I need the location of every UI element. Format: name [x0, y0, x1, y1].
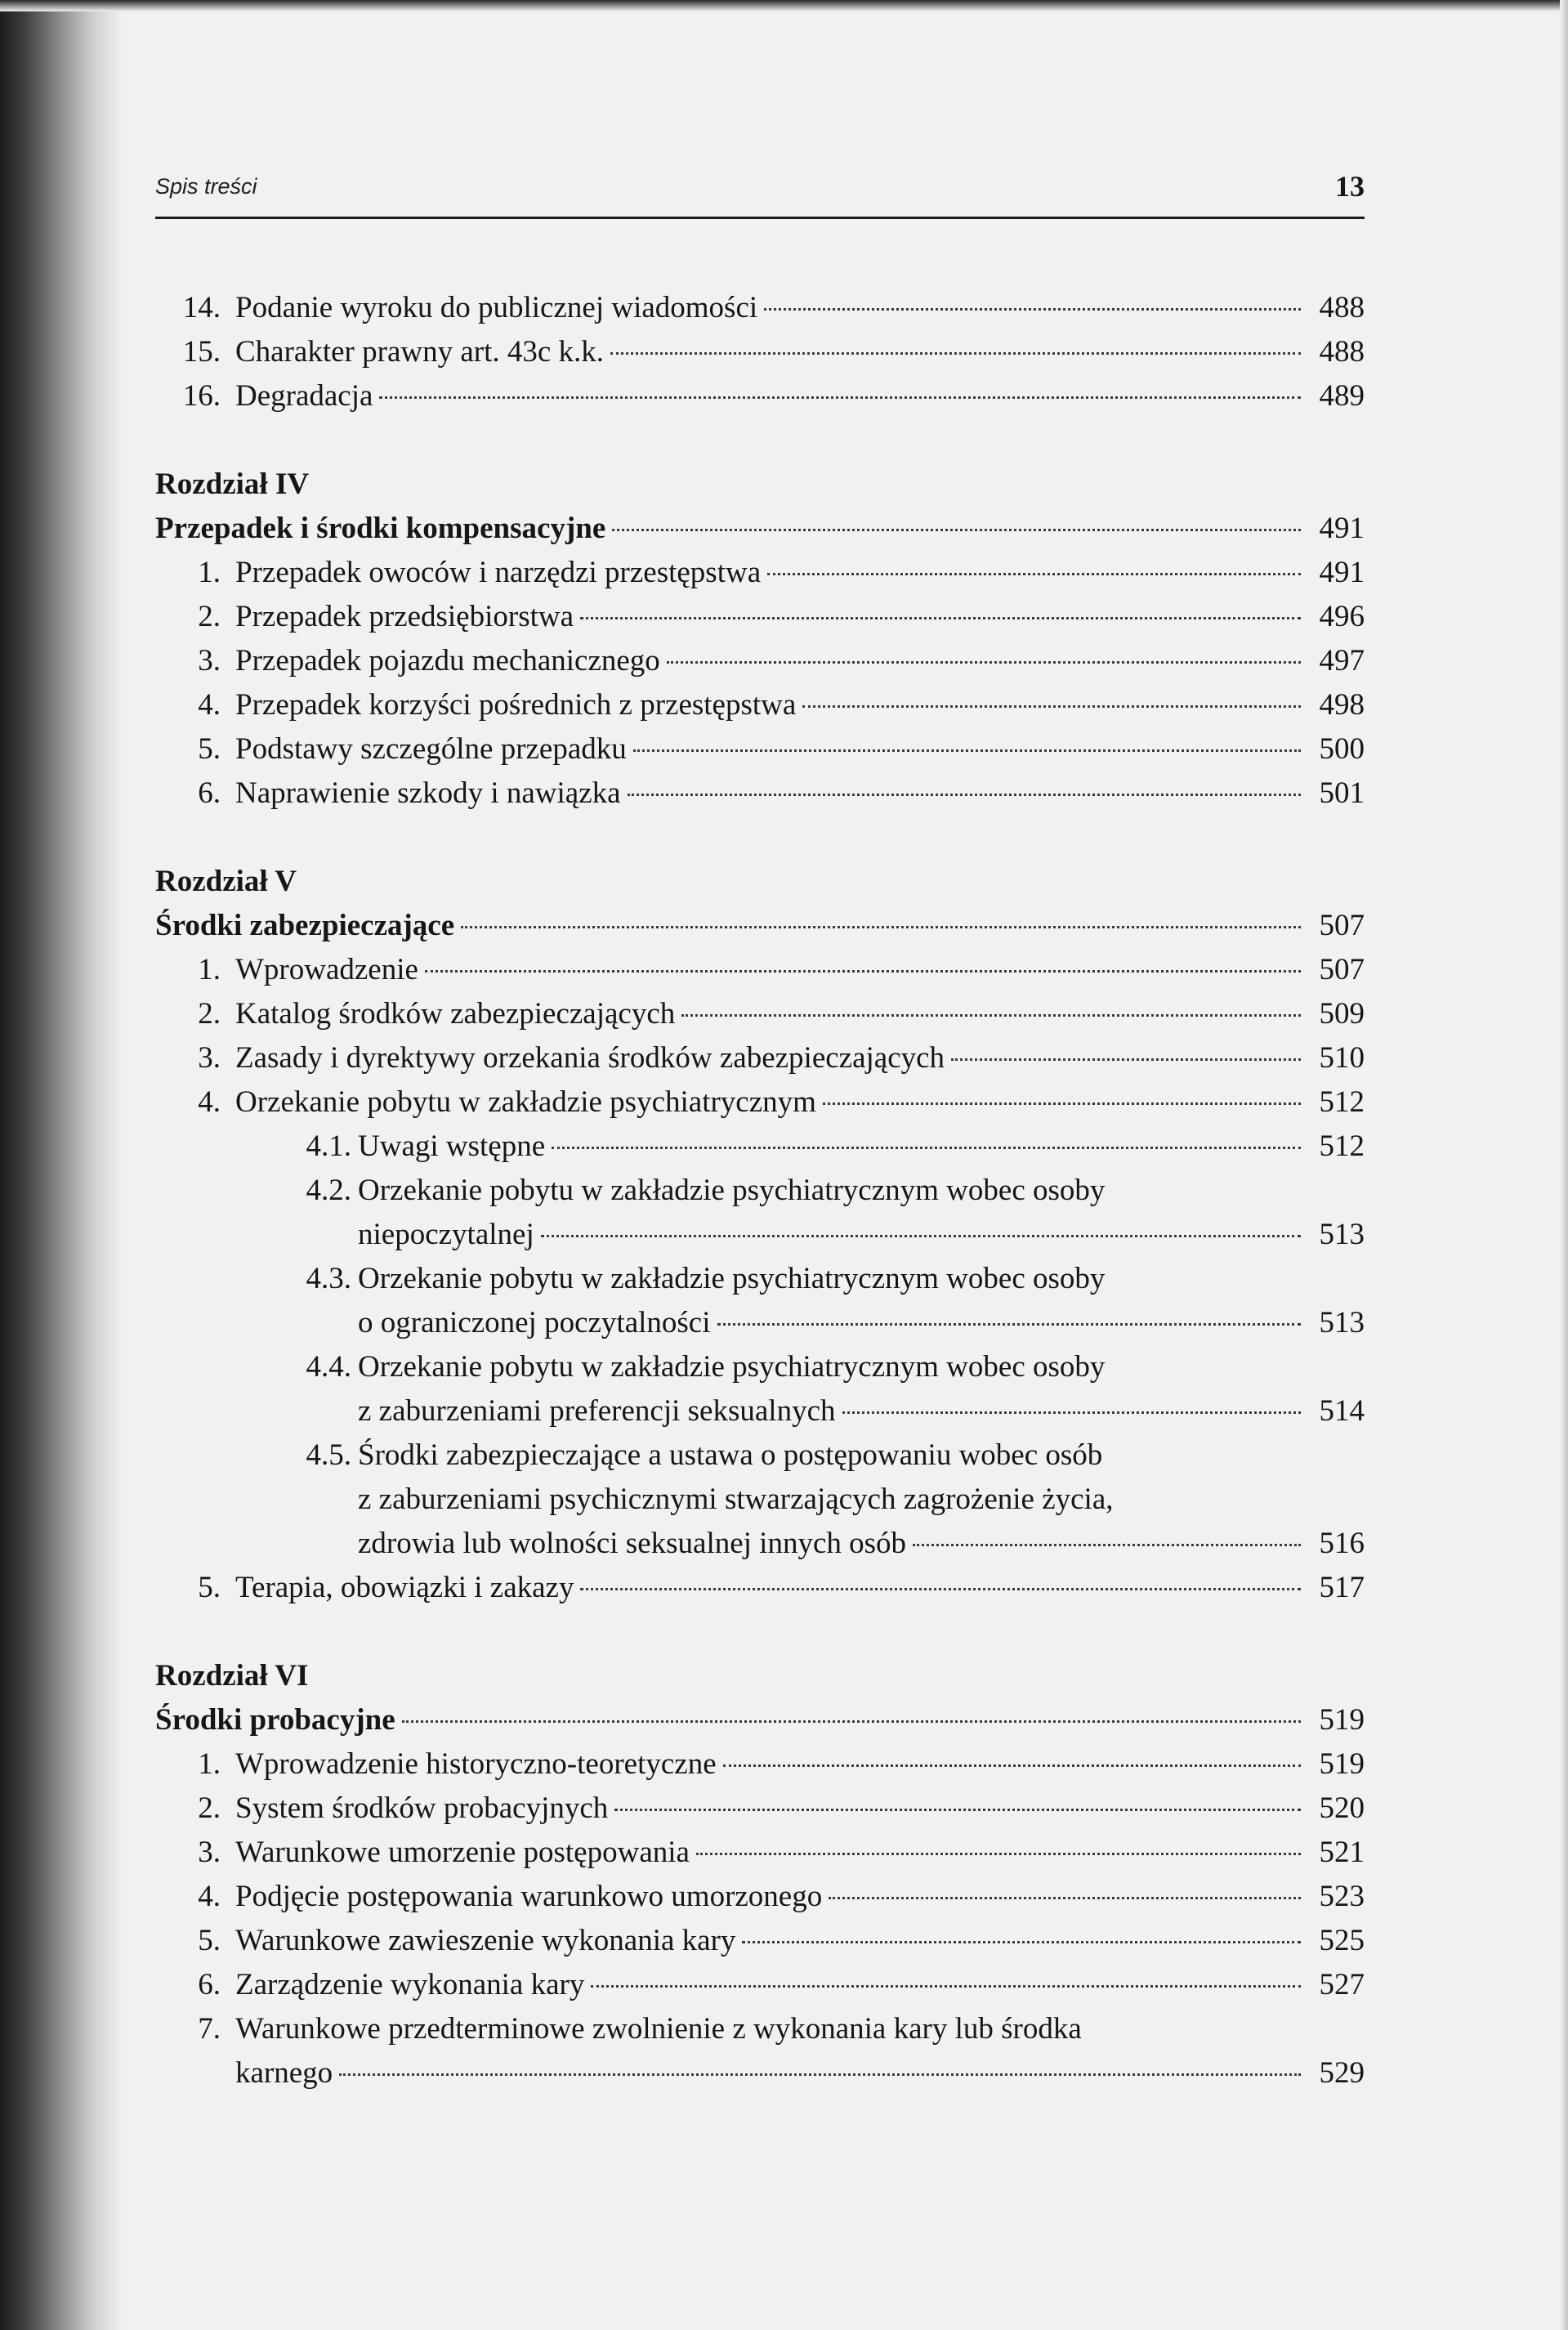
toc-entry	[155, 330, 1365, 374]
entry-title: Warunkowe umorzenie postępowania	[235, 1836, 690, 1869]
toc-entry-continuation	[155, 1478, 1365, 1522]
toc-entry-continuation	[155, 1389, 1365, 1433]
entry-number: 6.	[198, 776, 221, 810]
dot-leader	[764, 308, 1301, 311]
entry-number: 3.	[198, 1836, 221, 1869]
dot-leader	[742, 1941, 1301, 1943]
page-ref: 488	[1319, 291, 1365, 324]
toc-entry	[155, 992, 1365, 1036]
toc-entry	[155, 551, 1365, 595]
entry-title: o ograniczonej poczytalności	[358, 1306, 711, 1339]
toc-spacer	[155, 1610, 1365, 1654]
dot-leader	[402, 1720, 1301, 1723]
page-ref: 498	[1319, 688, 1365, 722]
page-ref: 519	[1319, 1747, 1365, 1781]
page-ref: 527	[1319, 1968, 1365, 2001]
toc-entry	[155, 1125, 1365, 1169]
entry-number: 4.5.	[306, 1438, 351, 1472]
page-ref: 509	[1319, 997, 1365, 1031]
section-title: Środki probacyjne	[155, 1703, 395, 1737]
table-of-contents	[155, 286, 1365, 2095]
entry-number: 1.	[198, 953, 221, 986]
chapter-label: Rozdział IV	[155, 467, 310, 501]
toc-entry	[155, 1345, 1365, 1389]
page-ref: 497	[1319, 644, 1365, 678]
entry-title: Podanie wyroku do publicznej wiadomości	[235, 291, 758, 324]
dot-leader	[667, 661, 1301, 664]
dot-leader	[612, 529, 1301, 531]
dot-leader	[580, 617, 1301, 619]
page-ref: 514	[1319, 1394, 1365, 1428]
entry-number: 4.	[198, 688, 221, 722]
entry-title: Orzekanie pobytu w zakładzie psychiatrycznym	[235, 1085, 816, 1119]
entry-title: Charakter prawny art. 43c k.k.	[235, 335, 605, 369]
dot-leader	[802, 705, 1301, 708]
entry-number: 4.4.	[306, 1350, 351, 1384]
entry-number: 4.3.	[306, 1262, 351, 1295]
entry-number: 15.	[182, 335, 221, 369]
page-ref: 512	[1319, 1129, 1365, 1163]
dot-leader	[339, 2073, 1301, 2076]
page-ref: 519	[1319, 1703, 1365, 1737]
toc-section-row	[155, 1698, 1365, 1742]
page-top-edge	[0, 0, 1568, 11]
dot-leader	[633, 749, 1301, 752]
dot-leader	[628, 794, 1301, 796]
toc-entry	[155, 2007, 1365, 2051]
entry-title: Katalog środków zabezpieczających	[235, 997, 676, 1031]
page-ref: 512	[1319, 1085, 1365, 1119]
dot-leader	[951, 1058, 1301, 1061]
entry-title: Podjęcie postępowania warunkowo umorzonego	[235, 1880, 823, 1913]
toc-entry	[155, 374, 1365, 418]
entry-title: Orzekanie pobytu w zakładzie psychiatrycznym wobec osoby	[358, 1174, 1106, 1207]
chapter-label: Rozdział VI	[155, 1659, 309, 1693]
page-ref: 491	[1319, 556, 1365, 589]
entry-title: Degradacja	[235, 379, 373, 413]
dot-leader	[425, 970, 1301, 973]
dot-leader	[717, 1323, 1302, 1326]
entry-title: Orzekanie pobytu w zakładzie psychiatrycznym wobec osoby	[358, 1350, 1106, 1384]
dot-leader	[823, 1102, 1301, 1105]
entry-title: karnego	[235, 2056, 333, 2090]
dot-leader	[723, 1764, 1301, 1767]
entry-number: 2.	[198, 600, 221, 633]
entry-title: Uwagi wstępne	[358, 1129, 546, 1163]
toc-entry-continuation	[155, 2051, 1365, 2095]
entry-title: z zaburzeniami psychicznymi stwarzających zagrożenie życia,	[358, 1483, 1114, 1516]
entry-number: 3.	[198, 644, 221, 678]
toc-entry	[155, 1169, 1365, 1213]
toc-chapter-heading	[155, 463, 1365, 507]
toc-entry-continuation	[155, 1213, 1365, 1257]
page-ref: 513	[1319, 1218, 1365, 1251]
toc-entry	[155, 683, 1365, 727]
section-title: Środki zabezpieczające	[155, 909, 455, 942]
dot-leader	[614, 1809, 1301, 1811]
entry-title: Środki zabezpieczające a ustawa o postępowaniu wobec osób	[358, 1438, 1103, 1472]
toc-entry	[155, 1742, 1365, 1787]
entry-number: 14.	[182, 291, 221, 324]
page-ref: 496	[1319, 600, 1365, 633]
entry-number: 16.	[182, 379, 221, 413]
page-number: 13	[1335, 170, 1365, 203]
toc-entry-continuation	[155, 1522, 1365, 1566]
toc-spacer	[155, 816, 1365, 860]
toc-entry	[155, 595, 1365, 639]
dot-leader	[591, 1985, 1301, 1988]
toc-entry	[155, 1963, 1365, 2007]
toc-entry	[155, 1787, 1365, 1831]
entry-title: Przepadek owoców i narzędzi przestępstwa	[235, 556, 762, 589]
entry-title: Warunkowe zawieszenie wykonania kary	[235, 1924, 736, 1957]
dot-leader	[696, 1853, 1301, 1855]
dot-leader	[767, 573, 1301, 575]
dot-leader	[610, 352, 1301, 355]
toc-chapter-heading	[155, 1654, 1365, 1698]
page-ref: 520	[1319, 1791, 1365, 1825]
entry-number: 4.	[198, 1085, 221, 1119]
entry-title: Wprowadzenie historyczno-teoretyczne	[235, 1747, 717, 1781]
toc-entry	[155, 1566, 1365, 1610]
running-header	[155, 168, 1365, 219]
page-ref: 500	[1319, 732, 1365, 766]
page-ref: 523	[1319, 1880, 1365, 1913]
toc-entry	[155, 1080, 1365, 1125]
page-ref: 521	[1319, 1836, 1365, 1869]
entry-number: 4.	[198, 1880, 221, 1913]
page-ref: 491	[1319, 512, 1365, 545]
entry-title: Podstawy szczególne przepadku	[235, 732, 627, 766]
page-ref: 507	[1319, 953, 1365, 986]
toc-entry-continuation	[155, 1301, 1365, 1345]
entry-title: Przepadek korzyści pośrednich z przestępstwa	[235, 688, 797, 722]
page-ref: 513	[1319, 1306, 1365, 1339]
entry-title: zdrowia lub wolności seksualnej innych osób	[358, 1527, 907, 1560]
page-ref: 489	[1319, 379, 1365, 413]
dot-leader	[580, 1588, 1301, 1590]
toc-spacer	[155, 418, 1365, 463]
entry-number: 2.	[198, 997, 221, 1031]
entry-title: niepoczytalnej	[358, 1218, 534, 1251]
entry-number: 4.1.	[306, 1129, 351, 1163]
dot-leader	[681, 1014, 1301, 1017]
entry-title: Orzekanie pobytu w zakładzie psychiatrycznym wobec osoby	[358, 1262, 1106, 1295]
entry-title: Wprowadzenie	[235, 953, 418, 986]
toc-entry	[155, 1433, 1365, 1478]
entry-number: 5.	[198, 732, 221, 766]
dot-leader	[913, 1544, 1301, 1546]
entry-title: Warunkowe przedterminowe zwolnienie z wykonania kary lub środka	[235, 2012, 1082, 2046]
entry-title: Terapia, obowiązki i zakazy	[235, 1571, 574, 1604]
toc-entry	[155, 1919, 1365, 1963]
toc-entry	[155, 727, 1365, 771]
page-right-edge	[1560, 0, 1568, 2330]
entry-title: Przepadek pojazdu mechanicznego	[235, 644, 660, 678]
toc-entry	[155, 948, 1365, 992]
toc-entry	[155, 286, 1365, 330]
toc-entry	[155, 1875, 1365, 1919]
dot-leader	[552, 1147, 1301, 1149]
page-ref: 517	[1319, 1571, 1365, 1604]
entry-number: 5.	[198, 1571, 221, 1604]
page-ref: 488	[1319, 335, 1365, 369]
page-ref: 516	[1319, 1527, 1365, 1560]
toc-entry	[155, 1831, 1365, 1875]
entry-number: 7.	[198, 2012, 221, 2046]
running-header-title: Spis treści	[155, 174, 257, 199]
entry-number: 2.	[198, 1791, 221, 1825]
entry-title: Przepadek przedsiębiorstwa	[235, 600, 574, 633]
entry-number: 1.	[198, 556, 221, 589]
toc-entry	[155, 639, 1365, 683]
toc-entry	[155, 771, 1365, 816]
entry-title: System środków probacyjnych	[235, 1791, 609, 1825]
entry-number: 5.	[198, 1924, 221, 1957]
entry-number: 1.	[198, 1747, 221, 1781]
dot-leader	[541, 1235, 1301, 1237]
page-ref: 529	[1319, 2056, 1365, 2090]
entry-number: 4.2.	[306, 1174, 351, 1207]
page-ref: 510	[1319, 1041, 1365, 1075]
toc-section-row	[155, 904, 1365, 948]
toc-section-row	[155, 507, 1365, 551]
toc-chapter-heading	[155, 860, 1365, 904]
section-title: Przepadek i środki kompensacyjne	[155, 512, 606, 545]
dot-leader	[842, 1411, 1301, 1414]
page-ref: 507	[1319, 909, 1365, 942]
entry-number: 3.	[198, 1041, 221, 1075]
chapter-label: Rozdział V	[155, 865, 297, 898]
entry-title: z zaburzeniami preferencji seksualnych	[358, 1394, 836, 1428]
book-spine-shadow	[0, 0, 123, 2330]
entry-title: Zarządzenie wykonania kary	[235, 1968, 585, 2001]
page-ref: 525	[1319, 1924, 1365, 1957]
dot-leader	[829, 1897, 1301, 1899]
page-ref: 501	[1319, 776, 1365, 810]
toc-entry	[155, 1036, 1365, 1080]
entry-title: Naprawienie szkody i nawiązka	[235, 776, 621, 810]
toc-entry	[155, 1257, 1365, 1301]
entry-number: 6.	[198, 1968, 221, 2001]
entry-title: Zasady i dyrektywy orzekania środków zabezpieczających	[235, 1041, 945, 1075]
dot-leader	[461, 926, 1301, 928]
dot-leader	[379, 396, 1301, 399]
